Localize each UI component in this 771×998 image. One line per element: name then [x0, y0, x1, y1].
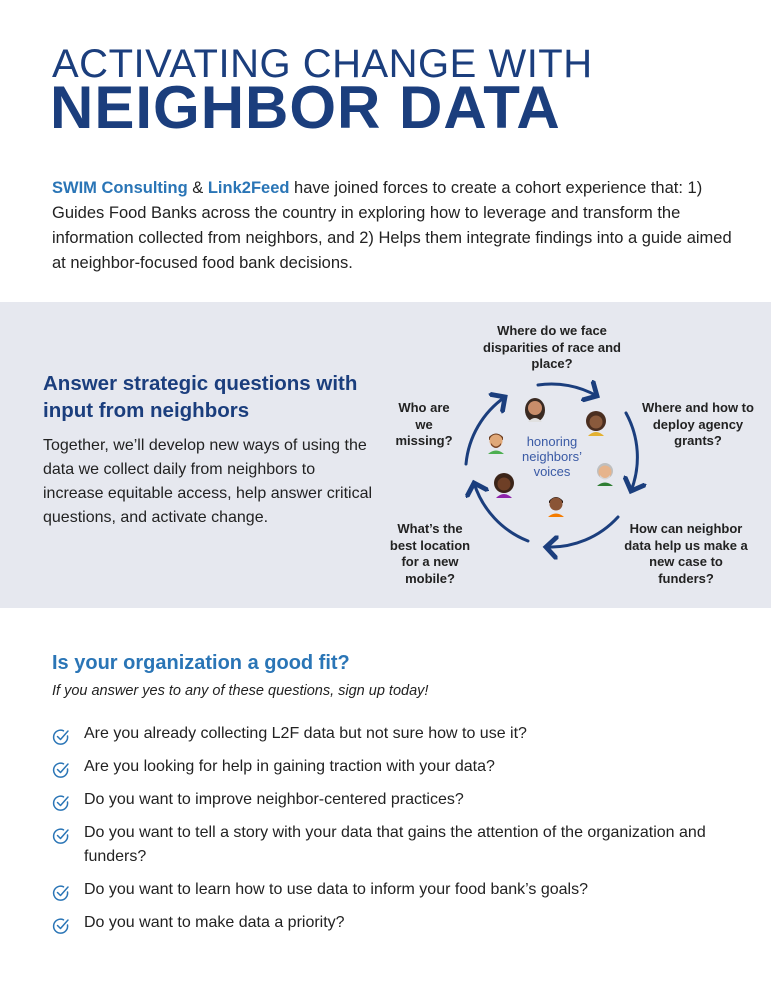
checkmark-circle-icon [52, 827, 70, 845]
question-bottom-right: How can neighbor data help us make a new case to funders? [624, 521, 748, 586]
checkmark-circle-icon [52, 728, 70, 746]
checklist-item-text: Are you already collecting L2F data but not sure how to use it? [84, 725, 527, 742]
checklist-item-text: Are you looking for help in gaining traction with your data? [84, 758, 495, 775]
checkmark-circle-icon [52, 917, 70, 935]
arrow-right [626, 413, 637, 491]
org-link2feed: Link2Feed [207, 179, 290, 197]
checklist-item-text: Do you want to improve neighbor-centered practices? [84, 791, 464, 808]
neighbor-avatar-icon [522, 396, 548, 422]
checklist-item-text: Do you want to make data a priority? [84, 914, 345, 931]
strategic-body: Together, we’ll develop new ways of using the data we collect daily from neighbors to increase equitable access, help answer critical questions, and activate change. [43, 437, 373, 526]
checklist-item [50, 911, 730, 935]
fit-checklist [50, 722, 730, 944]
checklist-item [50, 722, 730, 746]
checklist-item [50, 878, 730, 902]
question-right: Where and how to deploy agency grants? [642, 400, 754, 448]
checkmark-circle-icon [52, 884, 70, 902]
neighbor-avatar-icon [483, 428, 509, 454]
neighbor-avatar-icon [583, 410, 609, 436]
intro-connector: & [187, 179, 208, 197]
question-bottom-left: What’s the best location for a new mobile? [389, 521, 471, 586]
question-top: Where do we face disparities of race and place? [483, 323, 621, 371]
fit-subheading: If you answer yes to any of these questions, sign up today! [52, 683, 429, 699]
fit-heading: Is your organization a good fit? [52, 652, 350, 674]
checklist-item-text: Do you want to learn how to use data to inform your food bank’s goals? [84, 881, 589, 898]
neighbor-avatar-icon [543, 491, 569, 517]
question-left: Who are we missing? [395, 400, 453, 448]
title-line-1: ACTIVATING CHANGE WITH [52, 42, 593, 86]
arrow-bottom-right [546, 517, 618, 547]
intro-paragraph [52, 176, 732, 276]
cycle-center-label: honoring neighbors’ voices [522, 434, 582, 479]
neighbor-avatar-icon [491, 472, 517, 498]
title-line-2: NEIGHBOR DATA [50, 74, 561, 141]
arrow-top [538, 384, 597, 396]
checklist-item [50, 755, 730, 779]
checklist-item-text: Do you want to tell a story with your data that gains the attention of the organization and funders? [84, 824, 706, 865]
neighbor-avatar-icon [592, 460, 618, 486]
checklist-item [50, 788, 730, 812]
org-swim: SWIM Consulting [52, 179, 188, 197]
checklist-item [50, 821, 730, 869]
intro-text: have joined forces to create a cohort experience that: 1) Guides Food Banks across the country in exploring how to leverage and transform the information collected from neighbors, and 2) Helps them integrate findings into a guide aimed at neighbor-focused food bank decisions. [52, 179, 732, 272]
checkmark-circle-icon [52, 761, 70, 779]
checkmark-circle-icon [52, 794, 70, 812]
strategic-heading: Answer strategic questions with input from neighbors [43, 372, 358, 422]
